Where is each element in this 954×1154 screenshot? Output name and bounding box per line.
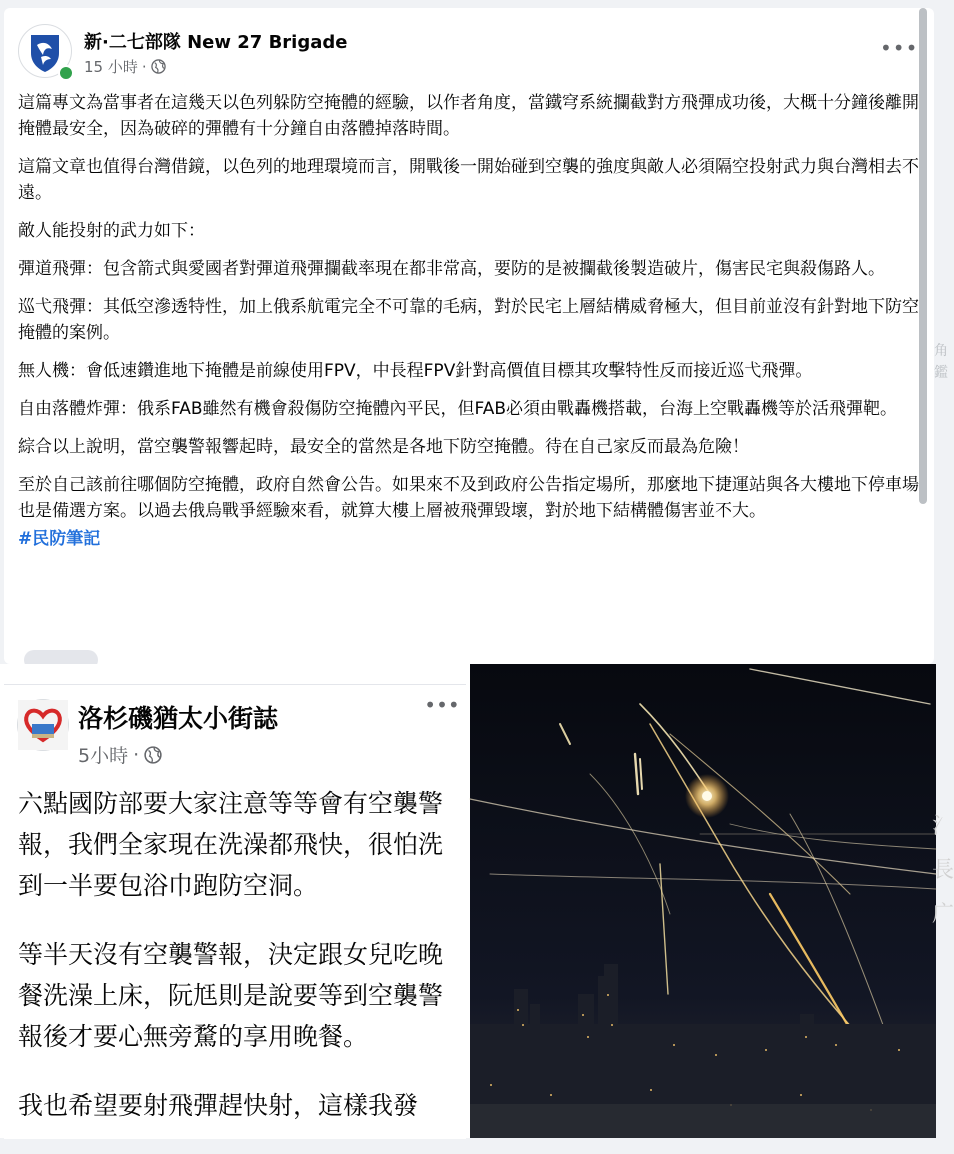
shared-paragraph: 六點國防部要大家注意等等會有空襲警報，我們全家現在洗澡都飛快，很怕洗到一半要包浴巾跑防空洞。 [18, 789, 444, 900]
shared-paragraph: 等半天沒有空襲警報，決定跟女兒吃晚餐洗澡上床，阮尪則是說要等到空襲警報後才要心無旁騖的享用晚餐。 [18, 940, 444, 1051]
scrollbar-thumb[interactable] [919, 8, 927, 504]
offscreen-edge-text: 角 鑑 [934, 343, 948, 381]
post-paragraph: 巡弋飛彈：其低空滲透特性，加上俄系航電完全不可靠的毛病，對於民宅上層結構威脅極大，但目前並沒有針對地下防空掩體的案例。 [18, 297, 919, 343]
shared-meta-separator: · [133, 743, 140, 766]
post-paragraph: 這篇文章也值得台灣借鏡，以色列的地理環境而言，開戰後一開始碰到空襲的強度與敵人必須隔空投射武力與台灣相去不遠。 [18, 157, 919, 203]
shared-timestamp[interactable]: 5小時 [78, 745, 129, 767]
shared-post-card [4, 684, 466, 1139]
shared-post-meta [78, 741, 162, 768]
post-body [18, 90, 924, 552]
online-status-indicator [58, 65, 74, 81]
shared-author-name[interactable]: 洛杉磯猶太小街誌 [78, 704, 279, 733]
post-meta [84, 56, 166, 77]
post-timestamp[interactable]: 15 小時 [84, 58, 138, 76]
hashtag-link[interactable]: #民防筆記 [18, 529, 101, 549]
offscreen-edge-text-2: 氵 長 广 [932, 814, 954, 927]
missile-interception-image [470, 664, 936, 1138]
shared-post-attachment[interactable] [0, 664, 936, 1138]
post-author-name[interactable]: 新·二七部隊 New 27 Brigade [84, 32, 348, 53]
post-paragraph: 綜合以上說明，當空襲警報響起時，最安全的當然是各地下防空掩體。待在自己家反而最為危險！ [18, 437, 749, 457]
globe-icon [144, 746, 162, 764]
shared-page-avatar[interactable] [17, 699, 69, 751]
shared-more-options-button[interactable]: ••• [424, 693, 460, 717]
meta-separator: · [141, 57, 147, 76]
post-card [4, 8, 934, 664]
post-paragraph: 自由落體炸彈：俄系FAB雖然有機會殺傷防空掩體內平民，但FAB必須由戰轟機搭載，台海上空戰轟機等於活飛彈靶。 [18, 399, 898, 419]
post-paragraph: 無人機：會低速鑽進地下掩體是前線使用FPV，中長程FPV針對高價值目標其攻擊特性反而接近巡弋飛彈。 [18, 361, 813, 381]
post-more-options-button[interactable]: ••• [880, 36, 919, 60]
shared-post-text [18, 783, 448, 1154]
post-paragraph: 至於自己該前往哪個防空掩體，政府自然會公告。如果來不及到政府公告指定場所，那麼地下捷運站與各大樓地下停車場也是備選方案。以過去俄烏戰爭經驗來看，就算大樓上層被飛彈毀壞，對於地下結構體傷害並不大。 [18, 475, 919, 521]
post-paragraph: 敵人能投射的武力如下： [18, 221, 205, 241]
night-sky-interception-photo[interactable] [470, 664, 936, 1138]
shared-paragraph: 我也希望要射飛彈趕快射，這樣我發 [18, 1091, 419, 1120]
globe-icon [151, 59, 166, 74]
heart-logo-icon [18, 700, 68, 750]
post-header [18, 22, 920, 82]
post-paragraph: 這篇專文為當事者在這幾天以色列躲防空掩體的經驗，以作者角度，當鐵穹系統攔截對方飛彈成功後，大概十分鐘後離開掩體最安全，因為破碎的彈體有十分鐘自由落體掉落時間。 [18, 93, 919, 139]
post-paragraph: 彈道飛彈：包含箭式與愛國者對彈道飛彈攔截率現在都非常高，要防的是被攔截後製造破片，傷害民宅與殺傷路人。 [18, 259, 885, 279]
